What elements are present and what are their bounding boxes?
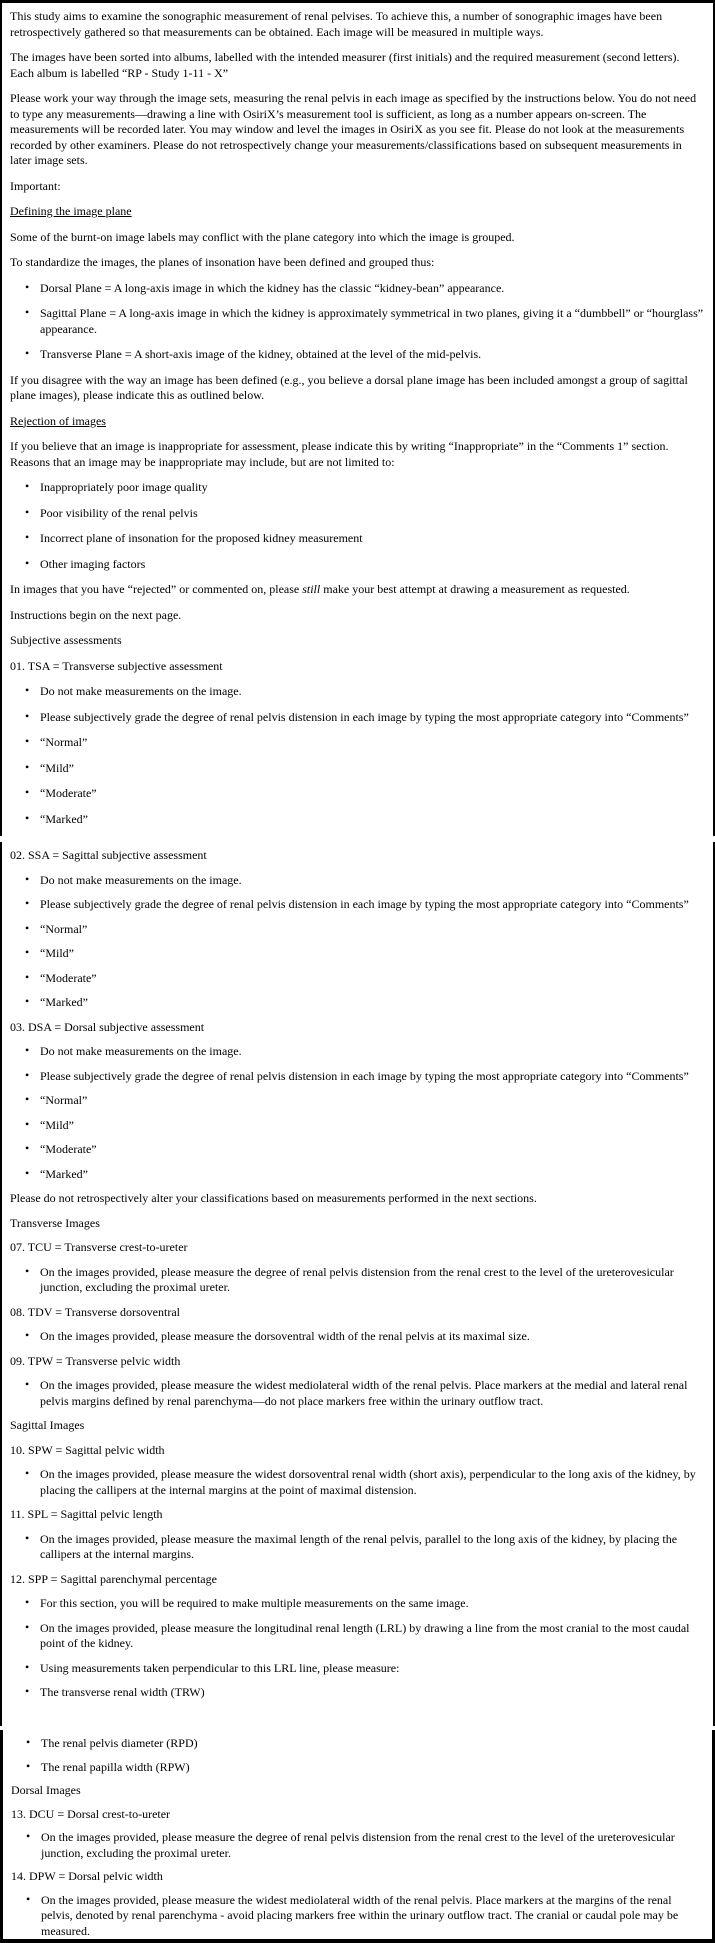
bullet-item xyxy=(10,1378,705,1409)
bullet-icon: • xyxy=(25,920,30,935)
bullet-icon: • xyxy=(25,871,30,886)
paragraph: 03. DSA = Dorsal subjective assessment xyxy=(10,1019,205,1034)
bullet-icon: • xyxy=(25,346,30,360)
bullet-icon: • xyxy=(25,810,30,825)
bullet-icon: • xyxy=(25,1466,30,1480)
paragraph: The images have been sorted into albums, labelled with the intended measurer (first initials) and the required measurement (second letters). Each album is labelled “RP - Study 1-11 - X” xyxy=(10,50,680,80)
bullet-text: Poor visibility of the renal pelvis xyxy=(40,505,198,520)
bullet-item xyxy=(10,761,705,777)
paragraph: 07. TCU = Transverse crest-to-ureter xyxy=(10,1240,188,1254)
bullet-item xyxy=(10,1142,705,1158)
bullet-item xyxy=(10,306,705,337)
text-segment: make your best attempt at drawing a measurement as requested. xyxy=(320,582,630,596)
section-heading-underlined: Defining the image plane xyxy=(10,204,132,218)
bullet-item xyxy=(10,897,705,913)
bullet-text: “Normal” xyxy=(40,921,88,936)
paragraph: Instructions begin on the next page. xyxy=(10,607,182,622)
bullet-item xyxy=(10,922,705,938)
paragraph: To standardize the images, the planes of insonation have been defined and grouped thus: xyxy=(10,255,435,269)
bullet-text: Do not make measurements on the image. xyxy=(40,872,242,887)
bullet-icon: • xyxy=(26,1829,31,1843)
paragraph: If you disagree with the way an image has been defined (e.g., you believe a dorsal plane image has been included amongst a group of sagittal plane images), please indicate this as outlined below. xyxy=(10,372,688,402)
bullet-text: On the images provided, please measure the maximal length of the renal pelvis, parallel to the long axis of the kidney, by placing the callipers at the internal margins. xyxy=(40,1531,678,1561)
text-segment: In images that you have “rejected” or commented on, please xyxy=(10,582,303,596)
bullet-text: “Normal” xyxy=(40,1093,88,1107)
bullet-text: Please subjectively grade the degree of renal pelvis distension in each image by typing the most appropriate category into “Comments” xyxy=(40,897,689,911)
bullet-text: “Mild” xyxy=(40,946,74,960)
bullet-item xyxy=(10,1118,705,1134)
bullet-item xyxy=(10,710,705,726)
paragraph: 01. TSA = Transverse subjective assessment xyxy=(10,658,223,673)
bullet-text: Inappropriately poor image quality xyxy=(40,480,208,494)
bullet-icon: • xyxy=(25,305,30,319)
bullet-text: “Moderate” xyxy=(40,1142,97,1156)
bullet-icon: • xyxy=(25,994,30,1008)
bullet-text: The transverse renal width (TRW) xyxy=(40,1685,205,1699)
bullet-item xyxy=(10,735,705,751)
section-heading-underlined: Rejection of images xyxy=(10,413,106,428)
bullet-icon: • xyxy=(26,1891,31,1906)
bullet-icon: • xyxy=(25,1684,30,1698)
bullet-text: Using measurements taken perpendicular to this LRL line, please measure: xyxy=(40,1660,400,1675)
bullet-text: On the images provided, please measure the widest mediolateral width of the renal pelvis. Place markers at the medial and lateral renal pelvis margins defined by renal parenchyma—do not place markers free within the urinary outflow tract. xyxy=(40,1378,688,1408)
bullet-text: “Moderate” xyxy=(40,786,97,800)
bullet-text: The renal pelvis diameter (RPD) xyxy=(41,1736,198,1750)
bullet-icon: • xyxy=(25,1067,30,1082)
bullet-item xyxy=(10,1596,705,1612)
bullet-item xyxy=(10,786,705,802)
bullet-icon: • xyxy=(25,1530,30,1545)
bullet-icon: • xyxy=(25,1263,30,1278)
bullet-icon: • xyxy=(25,1116,30,1131)
bullet-icon: • xyxy=(25,479,30,493)
bullet-text: Dorsal Plane = A long-axis image in which the kidney has the classic “kidney-bean” appearance. xyxy=(40,280,505,295)
paragraph: 14. DPW = Dorsal pelvic width xyxy=(11,1869,163,1883)
bullet-text: For this section, you will be required to make multiple measurements on the same image. xyxy=(40,1596,469,1610)
bullet-item xyxy=(10,1621,705,1652)
bullet-text: “Marked” xyxy=(40,811,88,826)
bullet-icon: • xyxy=(25,1595,30,1609)
bullet-icon: • xyxy=(25,945,30,959)
bullet-icon: • xyxy=(25,969,30,984)
bullet-text: Sagittal Plane = A long-axis image in which the kidney is approximately symmetrical in two planes, giving it a “dumbbell” or “hourglass” appearance. xyxy=(40,306,704,336)
bullet-icon: • xyxy=(25,1141,30,1155)
italic-emphasis: still xyxy=(302,582,321,596)
bullet-text: “Marked” xyxy=(40,995,88,1009)
bullet-item xyxy=(10,281,705,297)
bullet-icon: • xyxy=(25,1377,30,1391)
paragraph: 09. TPW = Transverse pelvic width xyxy=(10,1353,181,1368)
paragraph: Transverse Images xyxy=(10,1215,100,1230)
bullet-text: Do not make measurements on the image. xyxy=(40,1044,242,1058)
bullet-item xyxy=(10,1685,705,1701)
bullet-text: “Moderate” xyxy=(40,970,97,985)
paragraph: 08. TDV = Transverse dorsoventral xyxy=(10,1304,180,1319)
paragraph: 13. DCU = Dorsal crest-to-ureter xyxy=(11,1806,171,1821)
bullet-item xyxy=(10,1661,705,1677)
bullet-item xyxy=(10,1265,705,1296)
bullet-icon: • xyxy=(25,1328,30,1342)
page-box-3 xyxy=(0,1730,715,1943)
paragraph: Dorsal Images xyxy=(11,1783,81,1797)
bullet-text: “Marked” xyxy=(40,1166,88,1181)
paragraph: Please work your way through the image sets, measuring the renal pelvis in each image as specified by the instructions below. You do not need to type any measurements—drawing a line with OsiriX’s measurement tool is sufficient, as long as a number appears on-screen. The measurements will be recorded later. You may window and level the images in OsiriX as you see fit. Please do not look at the measurements recorded by other examiners. Please do not retrospectively change your measurements/classifications based on subsequent measurements in later image sets. xyxy=(10,91,697,167)
bullet-item xyxy=(10,1329,705,1345)
paragraph: If you believe that an image is inappropriate for assessment, please indicate this by writing “Inappropriate” in the “Comments 1” section. Reasons that an image may be inappropriate may include, but are not limited to: xyxy=(10,439,669,469)
bullet-icon: • xyxy=(25,1092,30,1106)
bullet-text: Do not make measurements on the image. xyxy=(40,684,242,698)
bullet-item xyxy=(10,995,705,1011)
bullet-icon: • xyxy=(25,1043,30,1057)
paragraph: 11. SPL = Sagittal pelvic length xyxy=(10,1507,163,1521)
bullet-text: “Mild” xyxy=(40,760,74,775)
bullet-text: Incorrect plane of insonation for the proposed kidney measurement xyxy=(40,531,363,545)
bullet-text: On the images provided, please measure the degree of renal pelvis distension from the renal crest to the level of the ureterovesicular junction, excluding the proximal ureter. xyxy=(41,1830,675,1860)
bullet-item xyxy=(10,1093,705,1109)
bullet-icon: • xyxy=(25,279,30,294)
bullet-icon: • xyxy=(25,683,30,697)
bullet-icon: • xyxy=(25,1619,30,1634)
bullet-item xyxy=(10,506,705,522)
paragraph: Important: xyxy=(10,178,61,193)
bullet-item xyxy=(10,1467,705,1498)
bullet-item xyxy=(10,684,705,700)
bullet-item xyxy=(11,1830,704,1861)
paragraph xyxy=(10,582,705,598)
bullet-text: Please subjectively grade the degree of renal pelvis distension in each image by typing the most appropriate category into “Comments” xyxy=(40,709,689,724)
bullet-text: On the images provided, please measure the widest mediolateral width of the renal pelvis. Place markers at the margins of the renal pelvis, denoted by renal parenchyma - avoid placing markers free within the urinary outflow tract. The cranial or caudal pole may be measured. xyxy=(41,1892,679,1938)
page-box-1 xyxy=(0,0,715,836)
bullet-icon: • xyxy=(25,734,30,748)
bullet-text: “Normal” xyxy=(40,735,88,749)
bullet-item xyxy=(10,531,705,547)
bullet-text: On the images provided, please measure the widest dorsoventral renal width (short axis), perpendicular to the long axis of the kidney, by placing the callipers at the internal margins at the point of maximal distension. xyxy=(40,1467,696,1497)
bullet-item xyxy=(11,1760,704,1776)
bullet-icon: • xyxy=(25,759,30,774)
bullet-text: On the images provided, please measure the degree of renal pelvis distension from the renal crest to the level of the ureterovesicular junction, excluding the proximal ureter. xyxy=(40,1264,674,1294)
bullet-item xyxy=(10,347,705,363)
bullet-item xyxy=(10,480,705,496)
bullet-icon: • xyxy=(25,1659,30,1674)
bullet-item xyxy=(10,1532,705,1563)
bullet-item xyxy=(11,1893,704,1940)
bullet-item xyxy=(10,812,705,828)
bullet-icon: • xyxy=(25,555,30,570)
bullet-item xyxy=(10,557,705,573)
paragraph: Sagittal Images xyxy=(10,1418,85,1432)
paragraph: Subjective assessments xyxy=(10,633,122,647)
paragraph: This study aims to examine the sonographic measurement of renal pelvises. To achieve this, a number of sonographic images have been retrospectively gathered so that measurements can be obtained. Each image will be measured in multiple ways. xyxy=(10,9,663,39)
bullet-icon: • xyxy=(25,896,30,910)
bullet-text: Transverse Plane = A short-axis image of the kidney, obtained at the level of the mid-pelvis. xyxy=(40,347,482,361)
bullet-item xyxy=(10,946,705,962)
page-box-2 xyxy=(0,842,715,1726)
paragraph: 12. SPP = Sagittal parenchymal percentage xyxy=(10,1571,217,1586)
bullet-icon: • xyxy=(25,1165,30,1180)
bullet-item xyxy=(10,873,705,889)
bullet-item xyxy=(10,971,705,987)
bullet-text: “Mild” xyxy=(40,1117,74,1132)
bullet-text: On the images provided, please measure the longitudinal renal length (LRL) by drawing a line from the most cranial to the most caudal point of the kidney. xyxy=(40,1620,690,1650)
paragraph: 10. SPW = Sagittal pelvic width xyxy=(10,1442,165,1457)
bullet-icon: • xyxy=(25,708,30,723)
bullet-text: Please subjectively grade the degree of renal pelvis distension in each image by typing the most appropriate category into “Comments” xyxy=(40,1068,689,1083)
bullet-icon: • xyxy=(25,504,30,519)
bullet-icon: • xyxy=(26,1758,31,1773)
paragraph: Please do not retrospectively alter your classifications based on measurements performed in the next sections. xyxy=(10,1191,537,1205)
bullet-icon: • xyxy=(25,785,30,799)
paragraph: 02. SSA = Sagittal subjective assessment xyxy=(10,848,207,862)
bullet-text: The renal papilla width (RPW) xyxy=(41,1759,190,1774)
bullet-item xyxy=(10,1167,705,1183)
paragraph: Some of the burnt-on image labels may conflict with the plane category into which the image is grouped. xyxy=(10,229,515,244)
bullet-text: On the images provided, please measure the dorsoventral width of the renal pelvis at its maximal size. xyxy=(40,1329,530,1343)
bullet-icon: • xyxy=(25,530,30,544)
bullet-item xyxy=(10,1044,705,1060)
bullet-icon: • xyxy=(26,1735,31,1749)
bullet-item xyxy=(10,1069,705,1085)
bullet-item xyxy=(11,1736,704,1752)
bullet-text: Other imaging factors xyxy=(40,556,146,571)
